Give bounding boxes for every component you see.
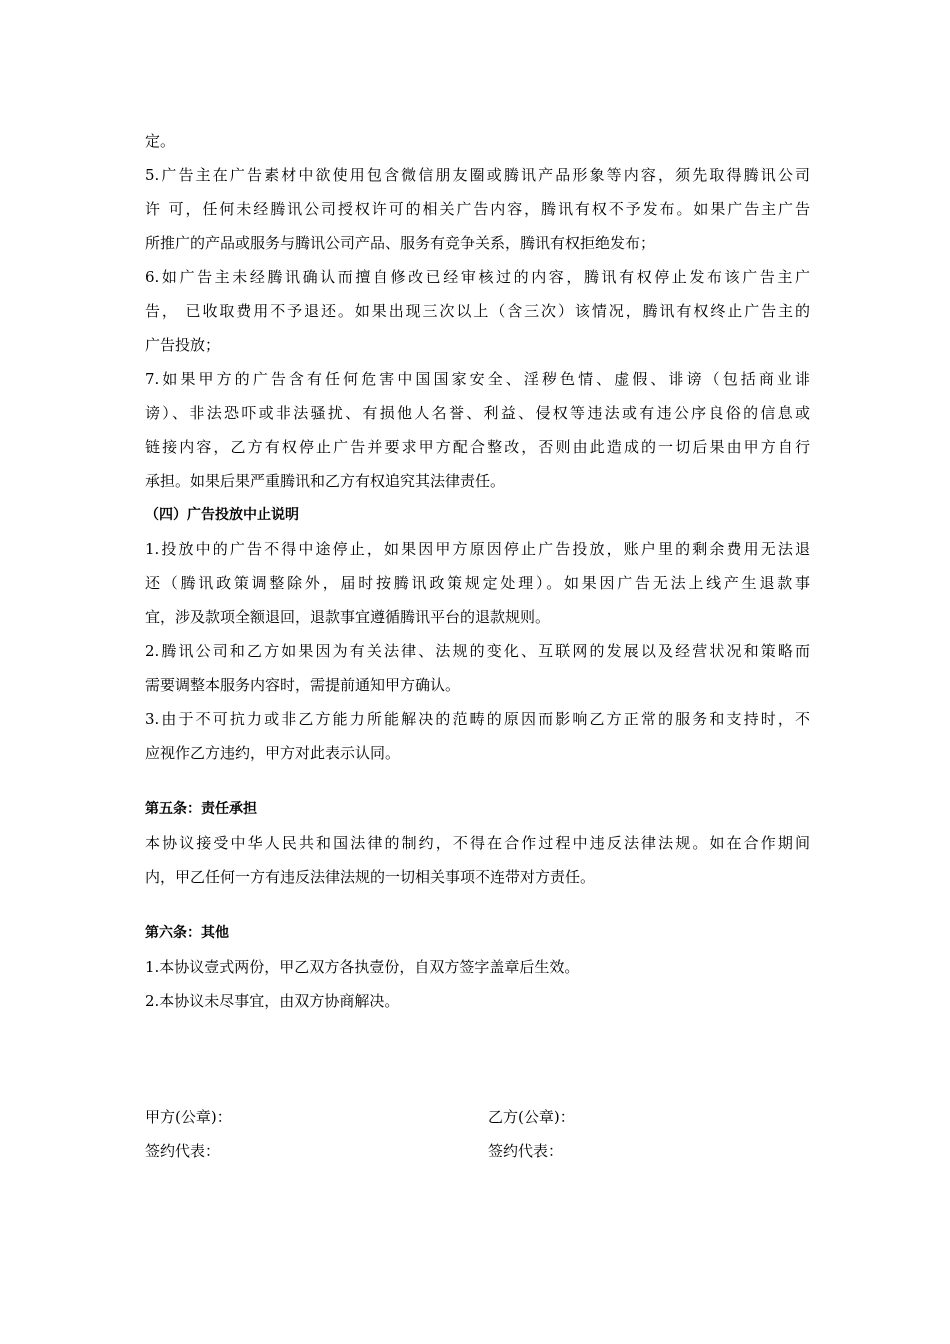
party-a-rep-label: 签约代表： xyxy=(145,1142,221,1160)
paragraph-line: 所推广的产品或服务与腾讯公司产品、服务有竞争关系，腾讯有权拒绝发布； xyxy=(145,234,656,252)
signature-row-seal xyxy=(145,1100,810,1134)
clause-item-7 xyxy=(145,362,810,498)
paragraph-line: 定。 xyxy=(145,132,176,150)
paragraph-line: 需要调整本服务内容时，需提前通知甲方确认。 xyxy=(145,676,461,694)
paragraph-line: 应视作乙方违约，甲方对此表示认同。 xyxy=(145,744,401,762)
paragraph-line: 1.投放中的广告不得中途停止，如果因甲方原因停止广告投放，账户里的剩余费用无法退 xyxy=(145,540,810,558)
section4-item-3 xyxy=(145,702,810,770)
article-heading: 第五条：责任承担 xyxy=(145,801,257,817)
clause-item-6 xyxy=(145,260,810,362)
paragraph-line: 本协议接受中华人民共和国法律的制约，不得在合作过程中违反法律法规。如在合作期间 xyxy=(145,834,810,852)
party-b-rep-label: 签约代表： xyxy=(488,1142,564,1160)
signature-row-rep xyxy=(145,1134,810,1168)
paragraph-line: 5.广告主在广告素材中欲使用包含微信朋友圈或腾讯产品形象等内容，须先取得腾讯公司 xyxy=(145,166,810,184)
party-a-seal-label: 甲方(公章)： xyxy=(145,1108,232,1126)
spacer xyxy=(145,894,810,916)
paragraph-line: 许 可，任何未经腾讯公司授权许可的相关广告内容，腾讯有权不予发布。如果广告主广告 xyxy=(145,200,810,218)
spacer xyxy=(145,770,810,792)
paragraph-line: 3.由于不可抗力或非乙方能力所能解决的范畴的原因而影响乙方正常的服务和支持时，不 xyxy=(145,710,810,728)
paragraph-line: 告， 已收取费用不予退还。如果出现三次以上（含三次）该情况，腾讯有权终止广告主的 xyxy=(145,302,810,320)
paragraph-line: 还（腾讯政策调整除外，届时按腾讯政策规定处理）。如果因广告无法上线产生退款事 xyxy=(145,574,810,592)
paragraph-line: 7.如果甲方的广告含有任何危害中国国家安全、淫秽色情、虚假、诽谤（包括商业诽 xyxy=(145,370,810,388)
section4-item-1 xyxy=(145,532,810,634)
paragraph-line: 6.如广告主未经腾讯确认而擅自修改已经审核过的内容，腾讯有权停止发布该广告主广 xyxy=(145,268,810,286)
paragraph-line: 链接内容，乙方有权停止广告并要求甲方配合整改，否则由此造成的一切后果由甲方自行 xyxy=(145,438,810,456)
section4-item-2 xyxy=(145,634,810,702)
section-heading: （四）广告投放中止说明 xyxy=(145,507,299,523)
paragraph-line: 2.腾讯公司和乙方如果因为有关法律、法规的变化、互联网的发展以及经营状况和策略而 xyxy=(145,642,810,660)
article-heading: 第六条：其他 xyxy=(145,925,229,941)
party-b-seal-label: 乙方(公章)： xyxy=(488,1108,575,1126)
paragraph-line: 1.本协议壹式两份，甲乙双方各执壹份，自双方签字盖章后生效。 xyxy=(145,958,580,976)
paragraph-line: 内，甲乙任何一方有违反法律法规的一切相关事项不连带对方责任。 xyxy=(145,868,596,886)
paragraph-line: 宜，涉及款项全额退回，退款事宜遵循腾讯平台的退款规则。 xyxy=(145,608,551,626)
paragraph-line: 广告投放； xyxy=(145,336,221,354)
document-body xyxy=(145,124,810,1168)
spacer xyxy=(145,1018,810,1100)
paragraph-line: 承担。如果后果严重腾讯和乙方有权追究其法律责任。 xyxy=(145,472,506,490)
paragraph-line: 谤）、非法恐吓或非法骚扰、有损他人名誉、利益、侵权等违法或有违公序良俗的信息或 xyxy=(145,404,810,422)
clause-item-5 xyxy=(145,158,810,260)
paragraph-line: 2.本协议未尽事宜，由双方协商解决。 xyxy=(145,992,400,1010)
